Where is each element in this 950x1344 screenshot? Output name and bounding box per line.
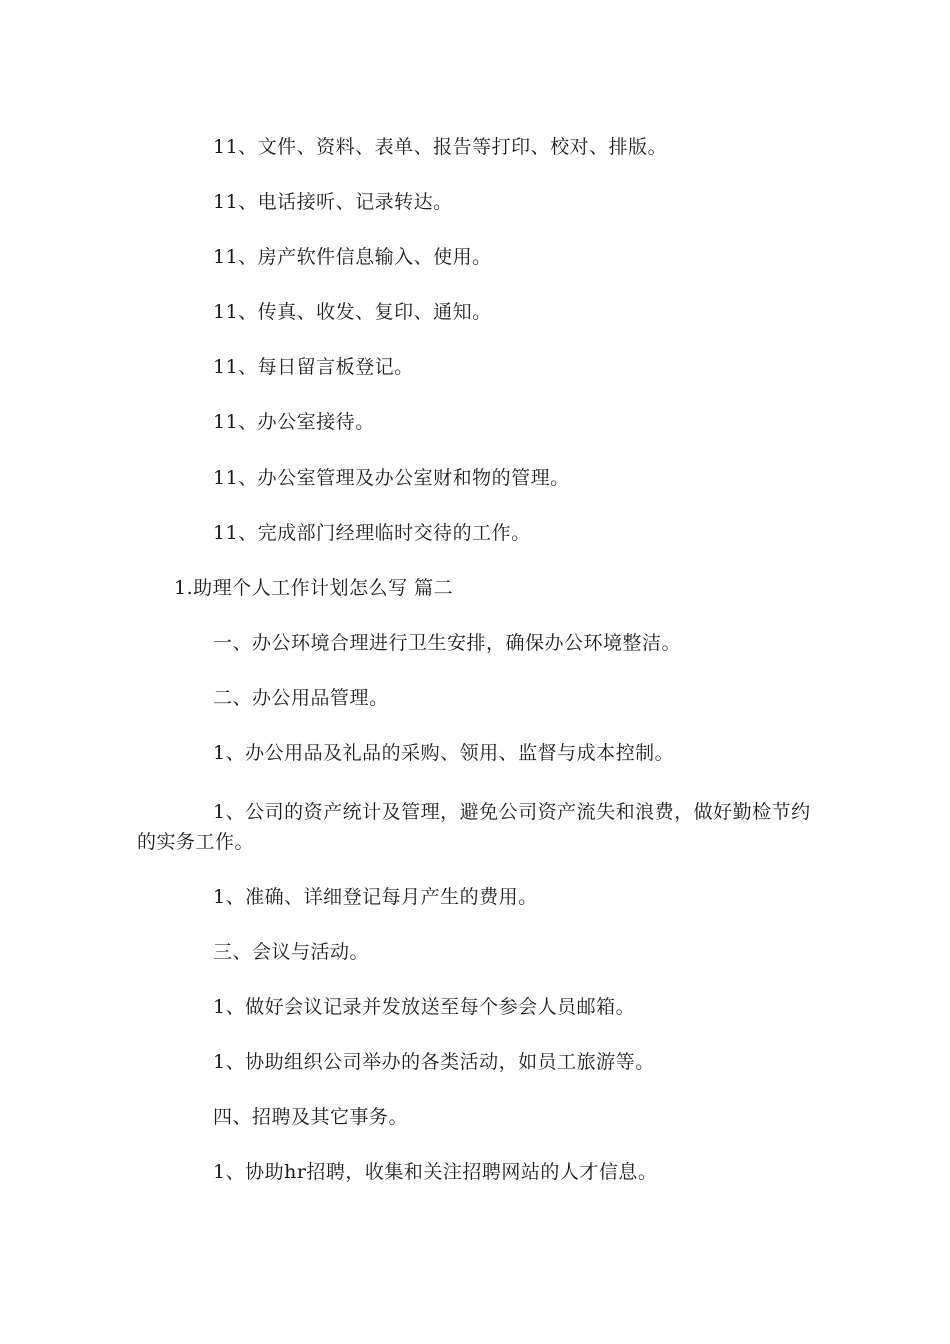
paragraph: 11、电话接听、记录转达。 (213, 191, 453, 213)
paragraph: 1、做好会议记录并发放送至每个参会人员邮箱。 (213, 996, 636, 1018)
paragraph: 11、办公室管理及办公室财和物的管理。 (213, 467, 570, 489)
paragraph: 一、办公环境合理进行卫生安排，确保办公环境整洁。 (213, 632, 682, 654)
wrapped-paragraph-line-1: 1、公司的资产统计及管理，避免公司资产流失和浪费，做好勤检节约 (213, 801, 811, 823)
paragraph: 四、招聘及其它事务。 (213, 1106, 409, 1128)
paragraph: 1、办公用品及礼品的采购、领用、监督与成本控制。 (213, 742, 675, 764)
paragraph: 11、文件、资料、表单、报告等打印、校对、排版。 (213, 136, 668, 158)
paragraph: 1、准确、详细登记每月产生的费用。 (213, 886, 538, 908)
paragraph: 1、协助hr招聘，收集和关注招聘网站的人才信息。 (213, 1161, 658, 1183)
paragraph: 11、完成部门经理临时交待的工作。 (213, 522, 531, 544)
wrapped-paragraph-line-2: 的实务工作。 (137, 831, 255, 853)
paragraph: 1、协助组织公司举办的各类活动，如员工旅游等。 (213, 1051, 655, 1073)
paragraph: 二、办公用品管理。 (213, 687, 389, 709)
section-heading: 1.助理个人工作计划怎么写 篇二 (174, 577, 454, 599)
paragraph: 三、会议与活动。 (213, 941, 370, 963)
paragraph: 11、传真、收发、复印、通知。 (213, 301, 492, 323)
paragraph: 11、每日留言板登记。 (213, 356, 414, 378)
paragraph: 11、房产软件信息输入、使用。 (213, 246, 492, 268)
paragraph: 11、办公室接待。 (213, 411, 375, 433)
